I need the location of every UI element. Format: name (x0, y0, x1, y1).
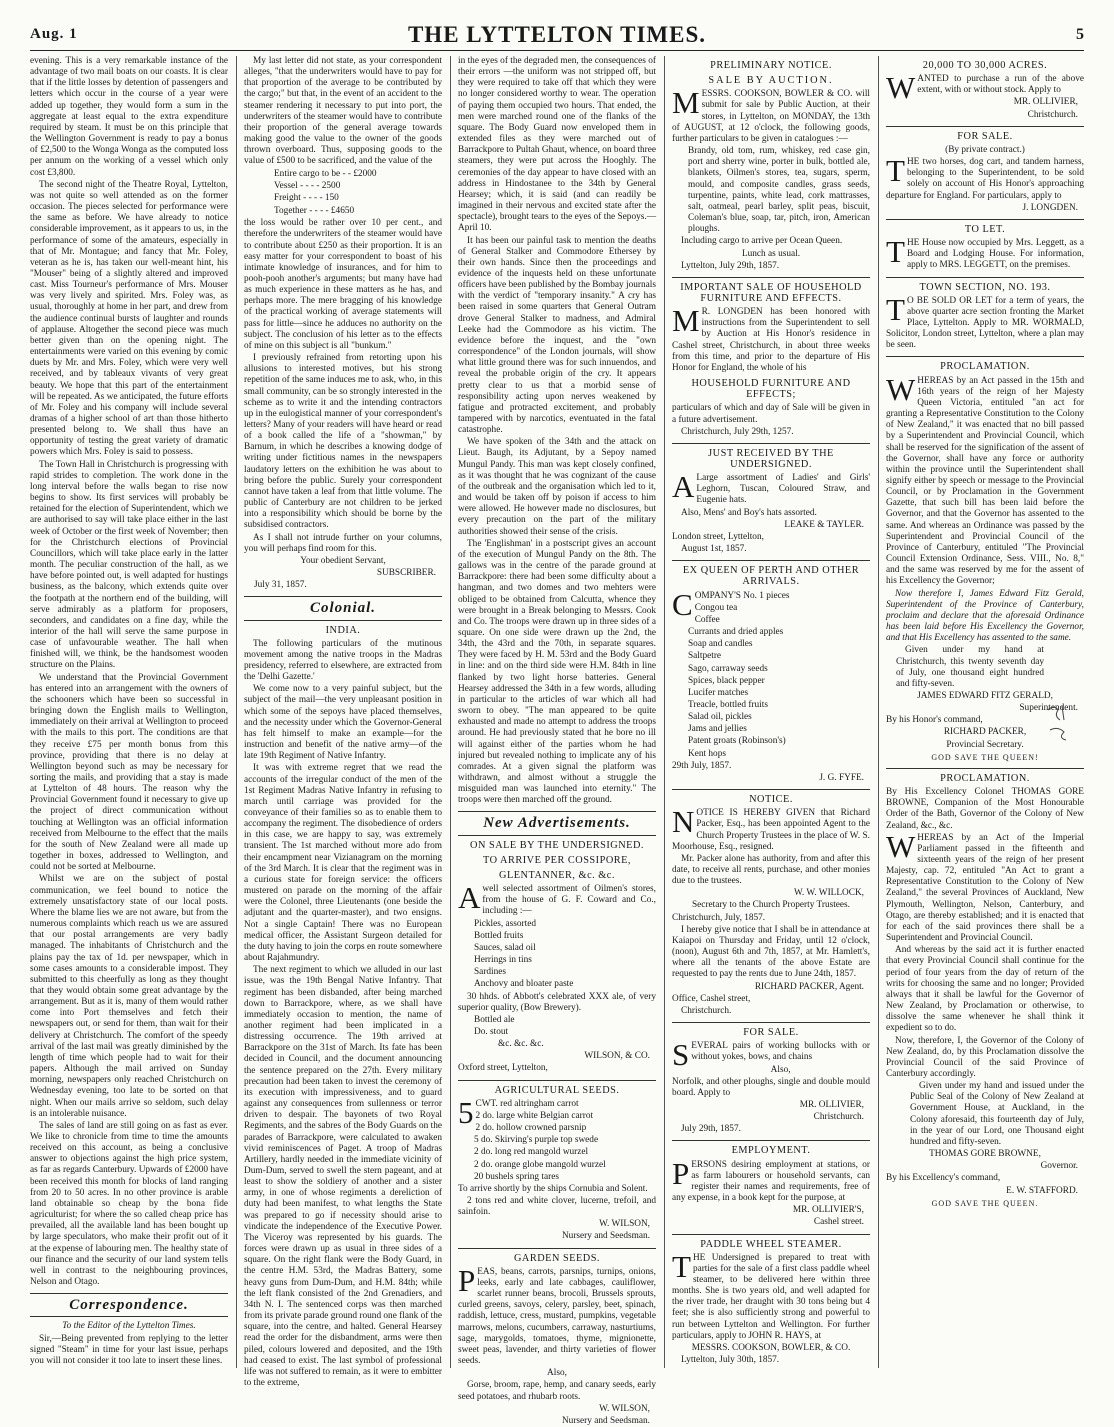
article-paragraph: We come now to a very painful subject, but the subject of the mail—the very unpleasant position in which some of the sepoys have placed themselves, and the necessity under which the Governor-General has felt himself to make an example—for the instruction and benefit of the native army—of the late 19th Regiment of Native Infantry. (244, 684, 442, 762)
ad-signature: J. LONGDEN. (1022, 202, 1078, 213)
article-heading-india: INDIA. (325, 624, 361, 636)
ad-body: TO BE SOLD OR LET for a term of years, the above quarter acre section fronting the Market Place, Lyttelton. Apply to MR. WORMALD, Solicitor, London street, Lyttelton, where a plan may be seen. (886, 291, 1084, 351)
ad-list-item: Do. stout (474, 1026, 509, 1037)
ad-date: Christchurch, July, 1857. (672, 912, 766, 923)
ad-date: July 29th, 1857. (681, 1124, 741, 1135)
ad-body: 30 hhds. of Abbott's celebrated XXX ale, of very superior quality, (Bow Brewery). (458, 991, 656, 1013)
ad-subheading: TO ARRIVE PER COSSIPORE, (483, 854, 631, 866)
ad-body: Norfolk, and other ploughs, single and double mould board. Apply to (672, 1076, 870, 1098)
ad-list-item: Bottled ale (474, 1014, 515, 1025)
proclamation-body: And whereas by the said act it is further enacted that every Provincial Council shall continue for the period of four years from the day of return of the writs for choosing the same and no longer; Provided always that it shall be lawful for the Governor of New Zealand, by Proclamation or otherwise, to dissolve the same whenever he shall think it expedient so to do. (886, 945, 1084, 1034)
ad-body: 2 tons red and white clover, lucerne, trefoil, and sainfoin. (458, 1196, 656, 1218)
ad-body: THE House now occupied by Mrs. Leggett, as a Board and Lodging House. For information, apply to MRS. LEGGETT, on the premises. (886, 234, 1084, 271)
ad-divider (886, 219, 1084, 220)
letter-date: July 31, 1857. (254, 580, 307, 591)
ad-signature: J. G. FYFE. (819, 772, 864, 783)
ad-signature: RICHARD PACKER, Agent. (754, 981, 864, 992)
ad-list-item: Lucifer matches (688, 687, 749, 698)
article-paragraph: The sales of land are still going on as fast as ever. We like to chronicle from time to time the amounts received on this account, as being a conclusive answer to objections against the high price system, as far as regards Canterbury. Upwards of £2000 have been received this month for blocks of land ranging from 20 to 50 acres. In no other province is arable land obtainable so cheap by the bona fide agriculturist; for where the so called cheap price has prevailed, all the available land has been bought up by large speculators, who make their profit out of it at the expense of labouring men. The healthy state of our finance and the security of our land system tells well in contrast to the neighbouring provinces, Nelson and Otago. (30, 1120, 228, 1288)
ad-list-item: 2 do. orange globe mangold wurzel (474, 1159, 606, 1170)
ad-body: NOTICE IS HEREBY GIVEN that Richard Packer, Esq., has been appointed Agent to the Church Property Trustees in the place of W. S. Moorhouse, Esq., resigned. (672, 804, 870, 852)
ad-date: Christchurch, July 29th, 1257. (681, 426, 794, 437)
proclamation-signature: JAMES EDWARD FITZ GERALD, (917, 690, 1053, 701)
ad-divider (458, 1080, 656, 1081)
page-number: 5 (1076, 26, 1084, 43)
letter-signature: SUBSCRIBER. (376, 568, 436, 579)
column-rule (450, 56, 451, 1368)
ad-signature: MESSRS. COOKSON, BOWLER, & CO. (691, 1342, 851, 1353)
ad-address: Oxford street, Lyttelton, (458, 1063, 548, 1074)
ad-list-item: Kent hops (688, 748, 726, 759)
ad-heading: EMPLOYMENT. (731, 1145, 811, 1157)
ad-subheading: (By private contract.) (945, 144, 1025, 155)
proclamation-command: By his Honor's command, (886, 715, 983, 726)
ad-heading: AGRICULTURAL SEEDS. (494, 1084, 620, 1096)
ad-list-item: Salad oil, pickles (688, 712, 752, 723)
proclamation-signature: THOMAS GORE BROWNE, (929, 1149, 1041, 1160)
table-line: Vessel - - - - 2500 (274, 180, 341, 191)
god-save-the-queen: GOD SAVE THE QUEEN. (931, 1198, 1039, 1208)
proclamation-preamble: By His Excellency Colonel THOMAS GORE BROWNE, Companion of the Most Honourable Order of the Bath, Governor of the Colony of New Zealand, &c., &c. (886, 787, 1084, 831)
ad-heading: TO LET. (964, 223, 1006, 235)
ad-body: Including cargo to arrive per Ocean Queen. (681, 236, 843, 247)
ad-heading: FOR SALE. (743, 1027, 799, 1039)
ad-divider (886, 126, 1084, 127)
article-paragraph: The following particulars of the mutinous movement among the native troops in the Madras presidency, referred to elsewhere, are extracted from the 'Delhi Gazette.' (244, 638, 442, 683)
article-paragraph: We have spoken of the 34th and the attack on Lieut. Baugh, its Adjutant, by a Sepoy named Mungul Pandy. This man was kept closely confined, as it was thought that he was cognizant of the cause of the outbreak and the organisation which led to it, and would be taken off by poison if access to him were allowed. He however made no disclosures, but every precaution on the part of the military authorities showed their sense of the crisis. (458, 437, 656, 537)
article-paragraph: It was with extreme regret that we read the accounts of the irregular conduct of the men of the 1st Regiment Madras Native Infantry in refusing to march until carriage was provided for the conveyance of their families so as to enable them to accompany the regiment. The disobedience of orders in this case, we are happy to say, was extremely transient. The 1st marched without more ado from their encampment near Vizianagram on the morning of the 3rd March. It is clear that the regiment was in a curious state for foreign service: the officers mustered on parade on the morning of the affair were the Colonel, three Lieutenants (one beside the adjutant and the quarter-master), and two ensigns. Not a single Captain! There was no European medical officer, the Assistant Surgeon detailed for the duty having to join the corps en route somewhere about Rajahmundry. (244, 763, 442, 964)
ad-list-item: Saltpetre (688, 651, 722, 662)
article-paragraph: evening. This is a very remarkable instance of the advantage of two mail boats on our coasts. It is clear that if the little losses by detention of passengers and letters which occur in the course of a year were added up together, they would form a sum in the aggregate at least equal to the extra expenditure required by steam. It must be on this principle that the Wellington Government is ready to pay a bonus of £2,500 to the Wonga Wonga as the computed loss per annum on the working of a vessel which only cost £3,800. (30, 56, 228, 178)
ad-divider (458, 1248, 656, 1249)
article-paragraph: The next regiment to which we alluded in our last issue, was the 19th Bengal Native Infantry. That regiment has been disbanded, after being marched down to Barrackpore, where, as we shall have immediately occasion to mention, the name of another regiment had been implicated in a distressing occurrence. The 19th arrived at Barrackpore on the 31st of March. Its fate has been decided in Council, and the document announcing the sentence prepared on the 27th. Every military precaution had been taken to invest the ceremony of its execution with impressiveness, and to guard against any consequences from sullenness or terror driven to despair. The bayonets of two Royal Regiments, and the sabres of the Body Guards on the parades of Barrackpore, were calculated to awaken vivid reminiscences of Paget. A troop of Madras Artillery, hardly needed in the immediate vicinity of Dum-Dum, served to swell the stern pageant, and at least to show the soldiery of another and a sister army, in one of whose regiments a dereliction of duty had been manifest, to what lengths the State was prepared to go if necessity should arise to vindicate the independence of the Executive Power. The Viceroy was represented by his guards. The forces were drawn up as usual in three sides of a square. On the right flank were the Body Guard, in the centre H.M. 53rd, the Madras Battery, some heavy guns from Dum-Dum, and H.M. 84th; while the left flank consisted of the 2nd Grenadiers, and 34th N. I. The sentenced corps was then marched from its private parade ground round one flank of the square, into the centre, and halted. General Hearsey read the order for the disbandment, arms were then piled, colours lowered and deposited, and the 19th had ceased to exist. The last symbol of professional life was not suffered to remain, as it were to embitter to the extreme, (244, 965, 443, 1388)
ad-heading: GARDEN SEEDS. (513, 1252, 601, 1264)
letter-paragraph: Sir,—Being prevented from replying to the letter signed "Steam" in time for your last issue, perhaps you will not consider it too late to insert these lines. (30, 1333, 228, 1366)
ad-list-item: Congou tea (694, 602, 738, 613)
ad-body: particulars of which and day of Sale will be given in a future advertisement. (672, 403, 870, 425)
ad-signature: W. WILSON, (599, 1219, 650, 1230)
ad-list-item: 2 do. large white Belgian carrot (475, 1110, 594, 1121)
ad-list-item: Sauces, salad oil (474, 942, 536, 953)
ad-body: THE Undersigned is prepared to treat with parties for the sale of a first class paddle wheel steamer, to be delivered here within three months. She is two years old, and well adapted for the river trade, her draught with 30 tons being but 4 feet; she is also sufficiently strong and powerful to run between Lyttelton and Wellington. For further particulars, apply to JOHN R. HAYS, at (672, 1248, 870, 1341)
letter-paragraph: As I shall not intrude further on your columns, you will perhaps find room for this. (244, 532, 442, 554)
letter-closing: Your obedient Servant, (300, 555, 386, 566)
section-divider (244, 620, 442, 621)
ad-heading: IMPORTANT SALE OF HOUSEHOLD FURNITURE AND EFFECTS. (680, 281, 862, 304)
article-paragraph: We understand that the Provincial Government has entered into an arrangement with the owners of the schooners which have been so successful in bringing down the English mails to Wellington, immediately on their arrival at Wellington to proceed with the mails to this port. The conditions are that they receive £75 per month bonus from this province, providing that there is no delay at Wellington beyond such as may be necessary for sorting the mails, and providing that a stay is made at Lyttelton of 48 hours. The reason why the Provincial Government found it necessary to give up the project of direct communication without touching at Wellington was an official information received from Melbourne to the effect that the mails for the south of New Zealand were all made up together in boxes, addressed to Wellington, and could not be sorted at Melbourne. (30, 672, 228, 873)
article-paragraph: Whilst we are on the subject of postal communication, we feel bound to notice the extremely unsatisfactory state of our local posts. Where the blame lies we are not aware, but from the numerous complaints which reach us we are assured that our postal arrangements are very badly managed. The inhabitants of Christchurch and the plains pay the tax of 1d. per newspaper, which in some cases amounts to a considerable impost. They submitted to this cheerfully as long as they thought that they would obtain some great advantage by the arrangement. But as it is, many of them would rather come into Port themselves and fetch their newspapers out, or send for them, than wait for their delivery at Christchurch. The comfort of the speedy arrival of the last mail was greatly diminished by the length of time which people had to wait for their papers. Although the mail arrived on Sunday morning, newspapers only reached Christchurch on Wednesday evening, too late to be sorted on that night. When our mails arrive so seldom, such delay is an intolerable nuisance. (30, 874, 228, 1119)
ad-divider (672, 277, 870, 278)
section-divider (244, 596, 442, 597)
masthead (30, 22, 1084, 51)
ad-heading: ON SALE BY THE UNDERSIGNED. (470, 839, 644, 851)
ad-body: SEVERAL pairs of working bullocks with or without yokes, bows, and chains (672, 1037, 870, 1073)
proclamation-given: Given under my hand and issued under the Public Seal of the Colony of New Zealand at Government House, at Auckland, in the Colony aforesaid, this fourteenth day of July, in the year of our Lord, one Thousand eight hundred and fifty-seven. (910, 1081, 1084, 1147)
ad-list-item: Sardines (474, 967, 507, 978)
ad-list-item: Treacle, bottled fruits (688, 699, 768, 710)
ad-signature-title: Nursery and Seedsman. (561, 1415, 650, 1426)
ad-list-item: Anchovy and bloater paste (474, 979, 574, 990)
proclamation-signature-title: Superintendent. (1019, 703, 1078, 714)
ad-list-item: 2 do. hollow crowned parsnip (475, 1123, 587, 1134)
ad-heading: JUST RECEIVED BY THE UNDERSIGNED. (708, 447, 834, 470)
ad-body: Mr. Packer alone has authority, from and after this date, to receive all rents, purchase, and other monies due to the trustees. (672, 853, 870, 887)
ad-list-item: Herrings in tins (474, 955, 532, 966)
column-rule (664, 56, 665, 1368)
ad-subheading: SALE BY AUCTION. (708, 75, 834, 87)
ad-divider (672, 443, 870, 444)
section-heading-colonial: Colonial. (309, 600, 377, 617)
section-heading-correspondence: Correspondence. (69, 1297, 189, 1314)
letter-paragraph: My last letter did not state, as your correspondent alleges, "that the underwriters would have to pay for that proportion of the average to be contributed by the cargo;" but that, in the event of an accident to the steamer rendering it necessary to put into port, the underwriters of the steamer would have to contribute their proportion of the general average towards making good the value to the owner of the goods thrown overboard. Thus, supposing goods to the value of £500 to be sacrificed, and the value of the (244, 56, 442, 167)
proclamation-body: Now, therefore, I, the Governor of the Colony of New Zealand, do, by this Proclamation dissolve the Provincial Council of the said Province of Canterbury accordingly. (886, 1035, 1084, 1079)
proclamation-body: WHEREAS by an Act of the Imperial Parliament passed in the fifteenth and sixteenth years of the reign of her present Majesty, cap. 72, entituled "An Act to grant a Representative Constitution to the Colony of New Zealand," the several Provinces of Auckland, New Plymouth, Wellington, Nelson, Canterbury, and Otago, are thereby established; and it is enacted that for each of the said provinces there shall be a Superintendent and Provincial Council. (886, 828, 1084, 944)
ad-body: I hereby give notice that I shall be in attendance at Kaiapoi on Thursday and Friday, until 12 o'clock, (noon), August 6th and 7th, 1857, at Mr. Hamlett's, where all the tenants of the above Estate are requested to pay the rents due to June 24th, 1857. (672, 924, 870, 980)
proclamation-signature-title: Provincial Secretary. (946, 739, 1024, 750)
proclamation-signature: E. W. STAFFORD. (1006, 1185, 1078, 1196)
ad-heading: PADDLE WHEEL STEAMER. (700, 1238, 842, 1250)
column-2 (244, 56, 443, 1388)
table-total: Together - - - - £4650 (274, 206, 355, 217)
newspaper-title: THE LYTTELTON TIMES. (407, 22, 707, 47)
ad-divider (886, 277, 1084, 278)
ad-body: MR. LONGDEN has been honored with instructions from the Superintendent to sell by Auction at His Honor's residence in Cashel street, Christchurch, in about three weeks from this time, and prior to the departure of His Honor for England, the whole of his (672, 303, 870, 373)
ad-body: To arrive shortly by the ships Cornubia and Solent. (458, 1183, 648, 1194)
article-paragraph: The Town Hall in Christchurch is progressing with rapid strides to completion. The work done in the long interval before the walls began to rise now begins to show. Its first services will probably be retained for the election of Superintendent, which we are authorised to say will take place either in the last week of October or the first week of November; then for the Christchurch elections of Provincial Councillors, which will take place early in the latter month. The peculiar construction of the hall, as we have before pointed out, is well adapted for hustings business, as the balcony, which extends quite over the footpath at the northern end of the building, will serve admirably as a platform for proposers, seconders, and candidates on a fine day, while the interior of the hall will serve the same purpose in case of unfavourable weather. The hall when finished will, we think, be the handsomest wooden structure on the Plains. (30, 459, 228, 671)
ad-list-item: 5 do. Skirving's purple top swede (474, 1135, 599, 1146)
ad-list-item: Currants and dried apples (688, 627, 784, 638)
section-divider (458, 811, 656, 812)
ad-address: Christchurch. (681, 1005, 732, 1016)
column-1 (30, 56, 228, 1368)
ad-list-item: 20 bushels spring tares (474, 1171, 559, 1182)
ad-list-item: Soap and candles (688, 639, 753, 650)
ad-date: Lyttelton, July 30th, 1857. (681, 1355, 780, 1366)
ad-body: ALarge assortment of Ladies' and Girls' Leghorn, Tuscan, Coloured Straw, and Eugenie hats. (672, 469, 870, 506)
table-line: Freight - - - - 150 (274, 192, 339, 203)
ad-body: Lunch as usual. (741, 248, 801, 259)
section-divider (30, 1316, 228, 1317)
ad-divider (672, 560, 870, 561)
article-paragraph: in the eyes of the degraded men, the consequences of their errors —the uniform was not stripped off, but they were required to take off that which they were no longer considered worthy to wear. The operation of paying them occupied two hours. That ended, the men were marched round one of the flanks of the square. The Body Guard now enveloped them in extended files as they were marched out of Barrackpore to Pultah Ghaut, whence, on board three steamers, they were put across the Hooghly. The ceremonies of the day appear to have closed with an address in Hindostanee to the 34th by General Hearsey; which, it is said (and can readily be imagined in their nervous and excited state after the spectacle), brought tears to the eyes of the Sepoys.—April 10. (458, 56, 657, 234)
table-line: Entire cargo to be - - £2000 (274, 168, 377, 179)
proclamation-command: By his Excellency's command, (886, 1173, 1001, 1184)
god-save-the-queen: GOD SAVE THE QUEEN! (931, 752, 1039, 762)
ad-list-item: Sago, carraway seeds (688, 663, 768, 674)
ad-list-item: &c. &c. &c. (498, 1039, 544, 1050)
ad-list-item: Spices, black pepper (688, 675, 765, 686)
ad-list-item: Bottled fruits (474, 930, 524, 941)
ad-signature-title: Cashel street. (813, 1217, 864, 1228)
letter-paragraph: the loss would be rather over 10 per cent., and therefore the underwriters of the steamer would have to contribute about £250 as their proportion. It is an easy matter for your correspondent to boast of his intimate knowledge of insurances, and for him to pooh-pooh another's arguments; but many have had as much experience in these matters as he has, and perhaps more. The mere bragging of his knowledge of the practical working of average statements will pass for little—since he adduces no authority on the subject. The conclusion of his letter as to the effects of mine on this subject is all "bunkum." (244, 218, 442, 351)
ad-heading: PRELIMINARY NOTICE. (710, 60, 832, 71)
ad-signature: MR. OLLIVIER, (799, 1099, 864, 1110)
ad-body: WANTED to purchase a run of the above extent, with or without stock. Apply to (886, 70, 1084, 106)
ad-list-item: Patent groats (Robinson's) (688, 736, 786, 747)
issue-date: Aug. 1 (30, 26, 78, 42)
proclamation-given: Given under my hand at Christchurch, this twenty seventh day of July, one thousand eight hundred and fifty-seven. (896, 645, 1044, 689)
ad-heading: FOR SALE. (957, 130, 1013, 142)
letter-address: To the Editor of the Lyttelton Times. (62, 1321, 196, 1332)
ad-list-item: Coffee (694, 614, 720, 625)
ad-list: Brandy, old tom, rum, whiskey, red case gin, port and sherry wine, porter in bulk, bottled ale, blankets, Oilmen's stores, tea, sugars, sperm, mould, and composite candles, grass seeds, turpentine, paints, white lead, cork mattrasses, salt, oatmeal, pearl barley, split peas, biscuit, Coleman's blue, soap, tar, pitch, iron, American ploughs. (688, 146, 870, 235)
ad-signature-title: Christchurch. (813, 1112, 864, 1123)
ad-heading: NOTICE. (749, 794, 793, 806)
ad-body: 5CWT. red altringham carrot (458, 1094, 579, 1130)
ad-body: PERSONS desiring employment at stations, or as farm labourers or household servants, can register their names and requirements, free of any expense, in a book kept for the purpose, at (672, 1155, 870, 1204)
ad-address: Office, Cashel street, (672, 993, 751, 1004)
proclamation-signature: RICHARD PACKER, (943, 727, 1027, 738)
ad-signature: LEAKE & TAYLER. (784, 519, 864, 530)
ad-signature: MR. OLLIVIER'S, (792, 1205, 864, 1216)
proclamation-body: Now therefore I, James Edward Fitz Gerald, Superintendent of the Province of Canterbury, proclaim and declare that the aforesaid Ordinance has been laid before His Excellency the Governor, and that His Excellency has assented to the same. (886, 588, 1084, 644)
ad-subheading: HOUSEHOLD FURNITURE AND EFFECTS; (691, 378, 851, 401)
ad-body: Gorse, broom, rape, hemp, and canary seeds, early seed potatoes, and rhubarb roots. (458, 1380, 656, 1402)
ad-also: Also, (547, 1368, 567, 1379)
ad-divider (672, 1022, 870, 1023)
ad-signature-title: Nursery and Seedsman. (561, 1231, 650, 1242)
column-3 (458, 56, 657, 1426)
handwritten-annotation-mark (1044, 700, 1078, 744)
ad-body: THE two horses, dog cart, and tandem harness, belonging to the Superintendent, to be sold solely on account of His Honor's approaching departure for England. For particulars, apply to (886, 153, 1084, 201)
ad-heading: EX QUEEN OF PERTH AND OTHER ARRIVALS. (682, 565, 860, 588)
column-rule (878, 56, 879, 1368)
ad-date: Lyttelton, July 29th, 1857. (681, 260, 780, 271)
article-paragraph: The 'Englishman' in a postscript gives an account of the execution of Mungul Pandy on the 8th. The gallows was in the centre of the parade ground at Barrackpore: there had been some difficulty about a hangman, and two domes and two mehters were obliged to be obtained from Calcutta, whence they were brought in a Break belonging to Messrs. Cook and Co. The troops were drawn up in three sides of a square. On one side were drawn up the 2nd, the 34th, the 43rd and the 70th, in separate squares. They were faced by H. M. 53rd and the Body Guard in line: and on the third side were H.M. 84th in line flanked by two light horse batteries. General Hearsey addressed the 34th in a few words, alluding in particular to the articles of war which all had sworn to obey. "The man appeared to be quite exhausted and made no attempt to address the troops around. He had previously stated that he bore no ill will against either of the parties whom he had injured but revealed nothing to implicate any of his comrades. At a given signal the platform was withdrawn, and almost without a struggle the misguided man was launched into eternity." The troops were then marched off the ground. (458, 538, 656, 806)
column-rule (236, 56, 237, 1368)
section-heading-new-advertisements: New Advertisements. (483, 815, 631, 832)
proclamation-body: WHEREAS by an Act passed in the 15th and 16th years of the reign of her Majesty Queen Victoria, entituled "an act for granting a Representative Constitution to the Colony of New Zealand," it was enacted that no bill passed by a Superintendent and Provincial Council, which shall be reserved for the signification of the assent of the Governor, shall have any force or authority within the province until the Superintendent shall signify either by speech or message to the Provincial Council, or by Proclamation in the Government Gazette, that such bill has been laid before the Governor, and that the Governor has assented to the same. And whereas an Ordinance was passed by the Superintendent and Provincial Council of the Province of Canterbury, entituled "The Provincial Council Extension Ordinance, Sess. VIII., No. 8," and the same was reserved by me for the assent of his Excellency the Governor; (886, 371, 1084, 587)
ad-subheading: GLENTANNER, &c. &c. (499, 869, 615, 881)
ad-list-item: 2 do. long red mangold wurzel (474, 1147, 589, 1158)
ad-signature: WILSON, & CO. (584, 1051, 650, 1062)
proclamation-heading: PROCLAMATION. (940, 772, 1030, 784)
ad-address: London street, Lyttelton, (672, 531, 764, 542)
ad-signature: W. W. WILLOCK, (794, 888, 864, 899)
proclamation-heading: PROCLAMATION. (940, 361, 1030, 373)
column-4 (672, 56, 870, 1368)
ad-date: August 1st, 1857. (681, 544, 747, 555)
ad-body: Awell selected assortment of Oilmen's stores, from the house of G. F. Coward and Co., including :— (458, 880, 656, 917)
ad-body: MESSRS. COOKSON, BOWLER & CO. will submit for sale by Public Auction, at their stores, in Lyttelton, on MONDAY, the 13th of AUGUST, at 12 o'clock, the following goods, further particulars to be given in catalogues :— (672, 85, 870, 144)
article-paragraph: The second night of the Theatre Royal, Lyttelton, was not quite so well attended as on the former occasion. The pieces selected for performance were the same as before. We have already to notice considerable improvement, as it appears to us, in the performance of some of the amateurs, especially in that of Mr. Montague; and fancy that Mr. Foley, veteran as he is, has taken our well-meant hint, his "Mouser" being of a slightly altered and improved cast. Miss Tourneur's performance of Mrs. Mouser was very lively and spirited. Mrs. Foley was, as usual, thoroughly at home in her part, and drew from the audience continual bursts of laughter and rounds of applause. Altogether the second piece was much better given than on the opening night. The entertainments were varied on this evening by comic duets by Mr. and Mrs. Foley, which were very well received, and by tableaux vivants of very great beauty. We hope that this part of the entertainment will be repeated. As we anticipated, the future efforts of Mr. Foley and his company will include several dramas of a higher school of art than those hitherto presented belong to. We shall thus have an opportunity of testing the great variety of dramatic powers which Mrs. Foley is said to possess. (30, 179, 228, 458)
section-divider (30, 1293, 228, 1294)
ad-body: PEAS, beans, carrots, parsnips, turnips, onions, leeks, early and late cabbages, cauliflower, scarlet runner beans, brocoli, Brussels sprouts, curled greens, savoys, celery, parsley, beet, spinach, raddish, lettuce, cress, mustard, pumpkins, vegetable marrows, melons, cucumbers, carraway, nasturtiums, sage, marygolds, tomatoes, thyme, mignionette, sweet peas, lavender, and thirty varieties of flower seeds. (458, 1262, 656, 1367)
ad-divider (672, 1140, 870, 1141)
ad-divider (886, 356, 1084, 357)
ad-heading: 20,000 TO 30,000 ACRES. (922, 60, 1048, 71)
letter-paragraph: I previously refrained from retorting upon his allusions to interested motives, but his strong repetition of the same induces me to ask, who, in this small community, can be so strongly interested in the scheme as to write it and the intending contractors up in the eulogistical manner of your correspondent's letters? Many of your readers will have heard or read of a book called the life of a "showman," by Barnum, in which he describes a knowing dodge of writing under fictitious names in the newspapers laudatory letters on the exhibition he was about to bring before the public. Surely your correspondent cannot have taken a leaf from that little volume. The public of Canterbury are not children to be jerked into a responsibility which should be borne by the subsidised contractors. (244, 353, 442, 531)
proclamation-signature-title: Governor. (1040, 1161, 1078, 1172)
ad-body: COMPANY'S No. 1 pieces (672, 586, 790, 622)
ad-signature-title: Secretary to the Church Property Trustees. (691, 900, 851, 911)
ad-body: Also, Mens' and Boy's hats assorted. (681, 507, 817, 518)
ad-list-item: Jams and jellies (688, 724, 747, 735)
ad-date: 29th July, 1857. (672, 760, 732, 771)
ad-divider (886, 768, 1084, 769)
ad-divider (672, 1234, 870, 1235)
section-divider (458, 835, 656, 836)
ad-signature-title: Christchurch. (1027, 109, 1078, 120)
ad-signature: W. WILSON, (599, 1403, 650, 1414)
ad-divider (672, 789, 870, 790)
article-paragraph: It has been our painful task to mention the deaths of General Stalker and Commodore Ethersey by their own hands. Since then the proceedings and evidence of the inquests held on these unfortunate officers have been published by the Bombay journals with the verdict of "temporary insanity." A cry has been raised in some quarters that General Outram drove General Stalker to madness, and Admiral Leeke had the Commodore as his victim. The evidence before the inquest, and the "own correspondence" of the London journals, will show what little ground there was for such innuendos, and reveal the probable origin of the cry. It appears pretty clear to us that a morbid sense of responsibility acting upon nerves weakened by fatigue and protracted excitement, and probably tampered with by narcotics, eventuated in the fatal catastrophe. (458, 235, 656, 436)
ad-also: Also, (770, 1064, 791, 1075)
ad-heading: TOWN SECTION, NO. 193. (919, 281, 1051, 293)
ad-signature: MR. OLLIVIER, (1013, 97, 1078, 108)
ad-list-item: Pickles, assorted (474, 918, 536, 929)
